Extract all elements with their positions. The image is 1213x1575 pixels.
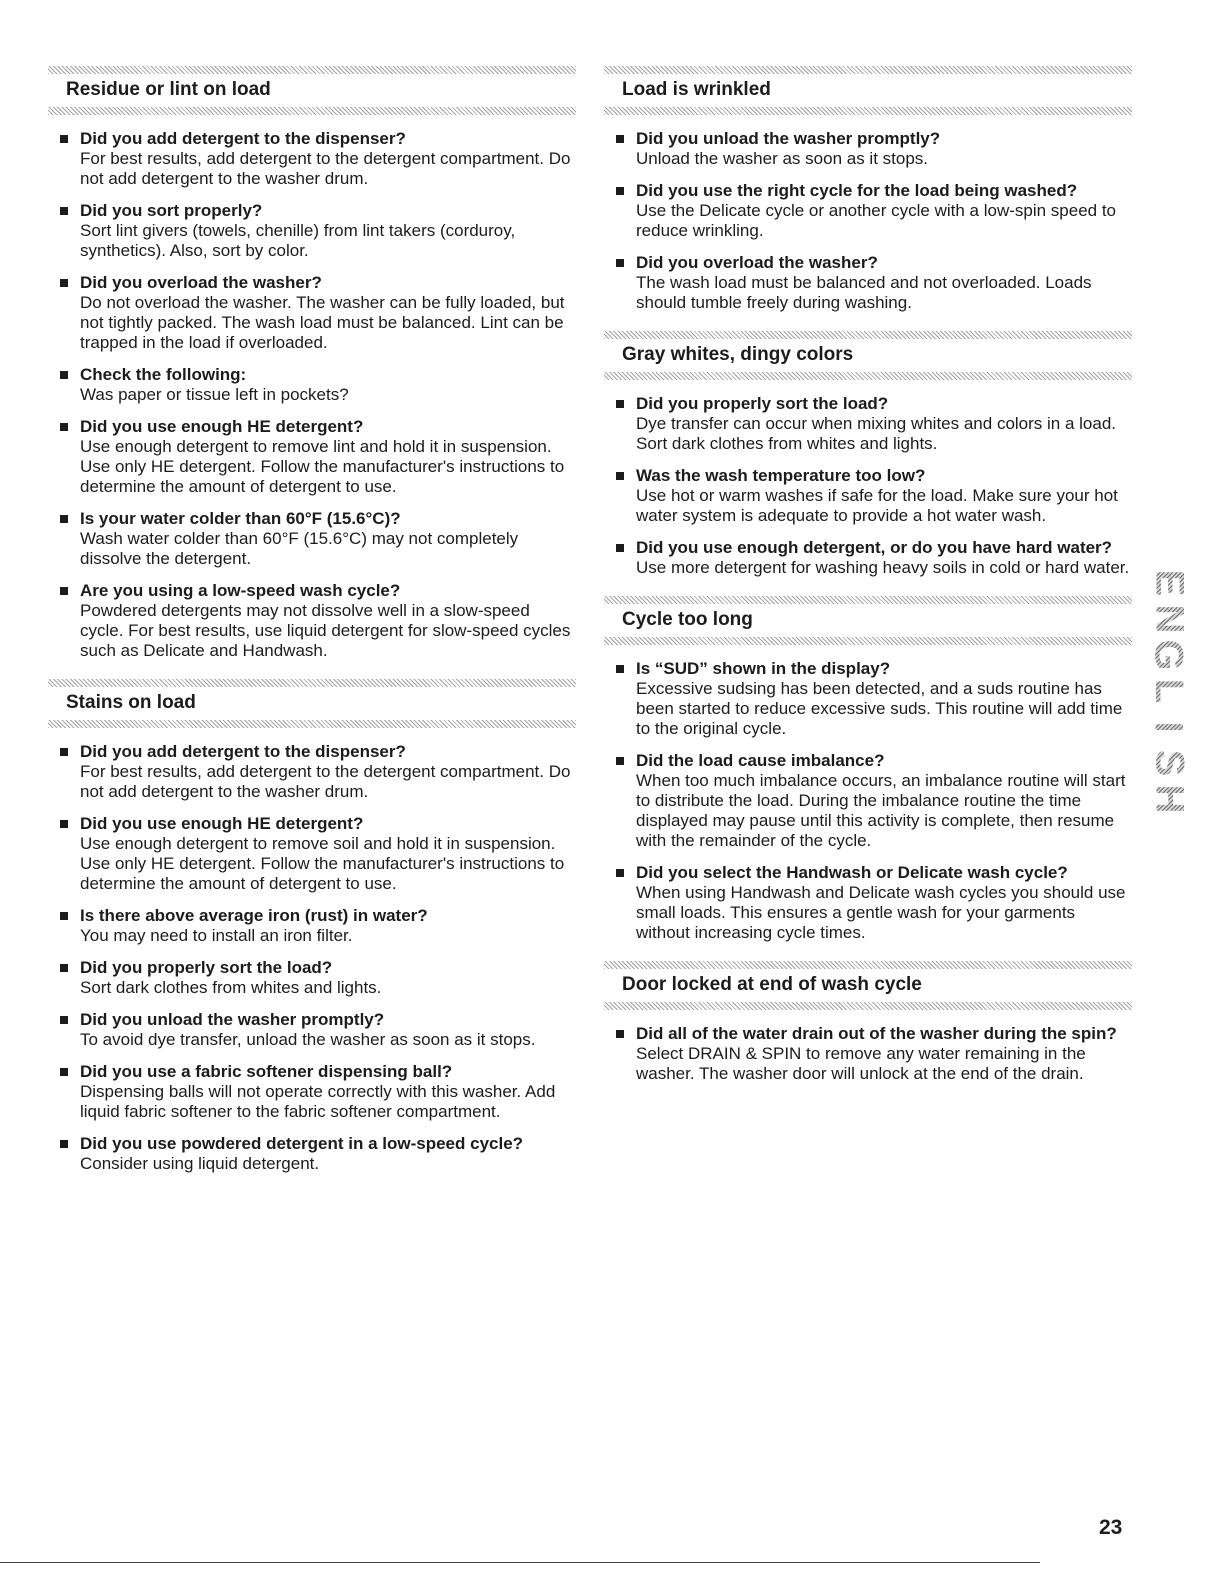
bullet-square-icon [60,423,68,431]
language-tab-letter: E [1147,569,1191,597]
answer: Use more detergent for washing heavy soils in cold or hard water. [636,558,1130,577]
faq-item [48,742,576,802]
faq-item [48,814,576,894]
troubleshooting-section [604,331,1132,578]
faq-item [48,906,576,946]
question: Is “SUD” shown in the display? [636,659,891,678]
bullet-square-icon [60,912,68,920]
question: Did you properly sort the load? [636,394,889,413]
bullet-square-icon [60,820,68,828]
hatch-rule-top [604,596,1132,604]
language-tab-letter: G [1147,639,1191,671]
bullet-square-icon [60,135,68,143]
faq-item [48,417,576,497]
section-header [604,596,1132,645]
answer: Dye transfer can occur when mixing whites and colors in a load. Sort dark clothes from whites and lights. [636,414,1117,453]
faq-item [604,253,1132,313]
section-header [604,961,1132,1010]
answer: The wash load must be balanced and not overloaded. Loads should tumble freely during washing. [636,273,1092,312]
answer: Do not overload the washer. The washer can be fully loaded, but not tightly packed. The wash load must be balanced. Lint can be trapped in the load if overloaded. [80,293,565,352]
question: Did you sort properly? [80,201,263,220]
bullet-square-icon [616,135,624,143]
section-header [48,679,576,728]
answer: Dispensing balls will not operate correctly with this washer. Add liquid fabric softener to the fabric softener compartment. [80,1082,556,1121]
bullet-square-icon [616,472,624,480]
answer: Unload the washer as soon as it stops. [636,149,928,168]
language-tab-letter: I [1147,721,1191,733]
answer: Was paper or tissue left in pockets? [80,385,349,404]
faq-item [604,129,1132,169]
question: Did you select the Handwash or Delicate wash cycle? [636,863,1068,882]
section-title: Gray whites, dingy colors [622,344,854,365]
faq-item [48,129,576,189]
hatch-rule-top [604,331,1132,339]
language-tab-letter: L [1147,678,1191,704]
question: Did you use enough HE detergent? [80,417,364,436]
bullet-square-icon [60,1016,68,1024]
question: Did you overload the washer? [636,253,878,272]
bullet-square-icon [616,259,624,267]
bullet-square-icon [616,757,624,765]
language-tab [1146,565,1191,817]
answer: You may need to install an iron filter. [80,926,353,945]
answer: When too much imbalance occurs, an imbalance routine will start to distribute the load. During the imbalance routine the time displayed may pause until this activity is complete, then resume with the remainder of the cycle. [636,771,1126,850]
section-title: Residue or lint on load [66,79,271,100]
faq-item [48,365,576,405]
troubleshooting-section [604,961,1132,1084]
hatch-rule-bottom [604,637,1132,645]
answer: Wash water colder than 60°F (15.6°C) may not completely dissolve the detergent. [80,529,519,568]
hatch-rule-top [48,679,576,687]
question: Did you overload the washer? [80,273,322,292]
left-column [48,66,576,1192]
faq-item [604,1024,1132,1084]
bullet-square-icon [60,587,68,595]
section-header [604,331,1132,380]
section-title: Stains on load [66,692,196,713]
answer: When using Handwash and Delicate wash cycles you should use small loads. This ensures a gentle wash for your garments without increasing cycle times. [636,883,1126,942]
bullet-square-icon [60,1140,68,1148]
faq-item [48,509,576,569]
question: Are you using a low-speed wash cycle? [80,581,401,600]
section-header [604,66,1132,115]
hatch-rule-bottom [604,372,1132,380]
question: Did you properly sort the load? [80,958,333,977]
right-column [604,66,1132,1102]
question: Is your water colder than 60°F (15.6°C)? [80,509,401,528]
section-title: Cycle too long [622,609,753,630]
bullet-square-icon [616,400,624,408]
hatch-rule-top [48,66,576,74]
question: Did the load cause imbalance? [636,751,885,770]
answer: Sort dark clothes from whites and lights. [80,978,382,997]
question: Was the wash temperature too low? [636,466,926,485]
faq-item [48,1062,576,1122]
bullet-square-icon [60,279,68,287]
faq-item [48,1134,576,1174]
bullet-square-icon [60,1068,68,1076]
faq-item [604,659,1132,739]
page-number: 23 [1099,1516,1123,1539]
faq-item [604,863,1132,943]
answer: For best results, add detergent to the detergent compartment. Do not add detergent to the washer drum. [80,149,571,188]
hatch-rule-bottom [604,107,1132,115]
faq-item [604,394,1132,454]
question: Did you use enough detergent, or do you have hard water? [636,538,1113,557]
answer: Use enough detergent to remove lint and hold it in suspension. Use only HE detergent. Follow the manufacturer's instructions to determine the amount of detergent to use. [80,437,565,496]
answer: Use enough detergent to remove soil and hold it in suspension. Use only HE detergent. Follow the manufacturer's instructions to determine the amount of detergent to use. [80,834,565,893]
section-title: Load is wrinkled [622,79,771,100]
troubleshooting-section [48,679,576,1174]
hatch-rule-bottom [604,1002,1132,1010]
question: Did you unload the washer promptly? [636,129,941,148]
answer: For best results, add detergent to the detergent compartment. Do not add detergent to the washer drum. [80,762,571,801]
section-header [48,66,576,115]
bullet-square-icon [616,544,624,552]
bullet-square-icon [60,207,68,215]
hatch-rule-top [604,66,1132,74]
bullet-square-icon [616,665,624,673]
answer: Powdered detergents may not dissolve well in a slow-speed cycle. For best results, use liquid detergent for slow-speed cycles such as Delicate and Handwash. [80,601,571,660]
answer: Consider using liquid detergent. [80,1154,320,1173]
bullet-square-icon [616,1030,624,1038]
bullet-square-icon [60,371,68,379]
answer: To avoid dye transfer, unload the washer as soon as it stops. [80,1030,536,1049]
hatch-rule-bottom [48,720,576,728]
question: Is there above average iron (rust) in water? [80,906,428,925]
faq-item [48,581,576,661]
question: Did you add detergent to the dispenser? [80,129,406,148]
bullet-square-icon [60,515,68,523]
answer: Use the Delicate cycle or another cycle with a low-spin speed to reduce wrinkling. [636,201,1117,240]
answer: Use hot or warm washes if safe for the load. Make sure your hot water system is adequate to provide a hot water wash. [636,486,1118,525]
bullet-square-icon [616,187,624,195]
faq-item [48,201,576,261]
answer: Excessive sudsing has been detected, and a suds routine has been started to reduce excessive suds. This routine will add time to the original cycle. [636,679,1123,738]
bottom-rule [0,1562,1040,1563]
hatch-rule-top [604,961,1132,969]
faq-item [604,538,1132,578]
question: Did you unload the washer promptly? [80,1010,385,1029]
faq-item [48,273,576,353]
language-tab-letter: S [1147,749,1191,777]
faq-item [48,958,576,998]
section-title: Door locked at end of wash cycle [622,974,922,995]
question: Did you use enough HE detergent? [80,814,364,833]
language-tab-letter: H [1146,784,1191,814]
question: Did you use powdered detergent in a low-speed cycle? [80,1134,524,1153]
bullet-square-icon [60,748,68,756]
question: Did you use the right cycle for the load being washed? [636,181,1078,200]
answer: Sort lint givers (towels, chenille) from lint takers (corduroy, synthetics). Also, sort by color. [80,221,516,260]
faq-item [604,751,1132,851]
faq-item [604,466,1132,526]
question: Did all of the water drain out of the washer during the spin? [636,1024,1117,1043]
bullet-square-icon [616,869,624,877]
bullet-square-icon [60,964,68,972]
question: Did you use a fabric softener dispensing ball? [80,1062,453,1081]
language-tab-letter: N [1146,604,1191,634]
hatch-rule-bottom [48,107,576,115]
question: Check the following: [80,365,247,384]
troubleshooting-section [48,66,576,661]
troubleshooting-section [604,596,1132,943]
question: Did you add detergent to the dispenser? [80,742,406,761]
faq-item [48,1010,576,1050]
faq-item [604,181,1132,241]
answer: Select DRAIN & SPIN to remove any water remaining in the washer. The washer door will unlock at the end of the drain. [636,1044,1086,1083]
troubleshooting-section [604,66,1132,313]
